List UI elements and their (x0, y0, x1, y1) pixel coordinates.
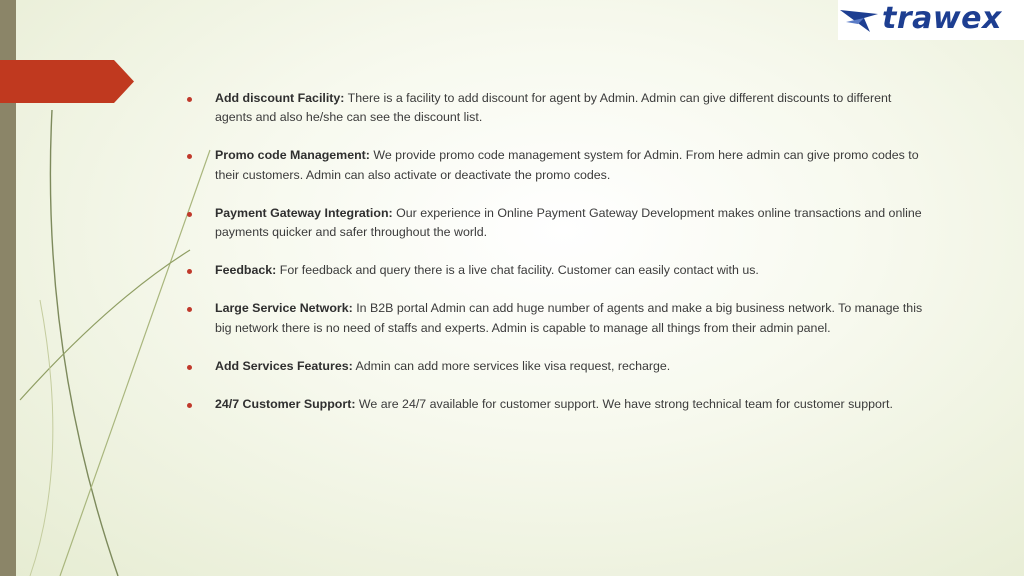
item-title: Large Service Network: (215, 301, 353, 316)
bullet-icon (187, 307, 192, 312)
item-title: 24/7 Customer Support: (215, 397, 356, 412)
logo-text: trawex (882, 1, 1002, 36)
logo-arrow-icon (838, 2, 888, 38)
bullet-icon (187, 212, 192, 217)
list-item (184, 395, 924, 414)
item-text: Our experience in Online Payment Gateway Development makes online transactions and online payments quicker and safer throughout the world. (215, 205, 922, 240)
feature-list (184, 89, 924, 433)
item-text: Admin can add more services like visa request, recharge. (355, 358, 671, 373)
item-text: There is a facility to add discount for agent by Admin. Admin can give different discounts to different agents and also he/she can see the discount list. (215, 91, 892, 125)
item-title: Payment Gateway Integration: (215, 205, 393, 220)
item-title: Promo code Management: (215, 148, 370, 163)
list-item (184, 146, 924, 184)
item-title: Feedback: (215, 263, 277, 278)
item-text: For feedback and query there is a live chat facility. Customer can easily contact with us. (279, 263, 759, 278)
bullet-icon (187, 154, 192, 159)
list-item (184, 261, 924, 280)
bullet-icon (187, 365, 192, 370)
list-item (184, 89, 924, 127)
list-item (184, 357, 924, 376)
item-title: Add Services Features: (215, 358, 353, 373)
list-item (184, 204, 924, 242)
bullet-icon (187, 403, 192, 408)
item-text: We provide promo code management system for Admin. From here admin can give promo codes to their customers. Admin can also activate or deactivate the promo codes. (215, 148, 919, 182)
trawex-logo (838, 0, 1024, 40)
item-title: Add discount Facility: (215, 91, 345, 105)
bullet-icon (187, 269, 192, 274)
list-item (184, 299, 924, 337)
item-text: In B2B portal Admin can add huge number of agents and make a big business network. To manage this big network there is no need of staffs and experts. Admin is capable to manage all things from their admin panel. (215, 301, 923, 335)
red-arrow-tab (0, 60, 134, 103)
bullet-icon (187, 97, 192, 102)
item-text: We are 24/7 available for customer support. We have strong technical team for customer support. (358, 397, 893, 412)
